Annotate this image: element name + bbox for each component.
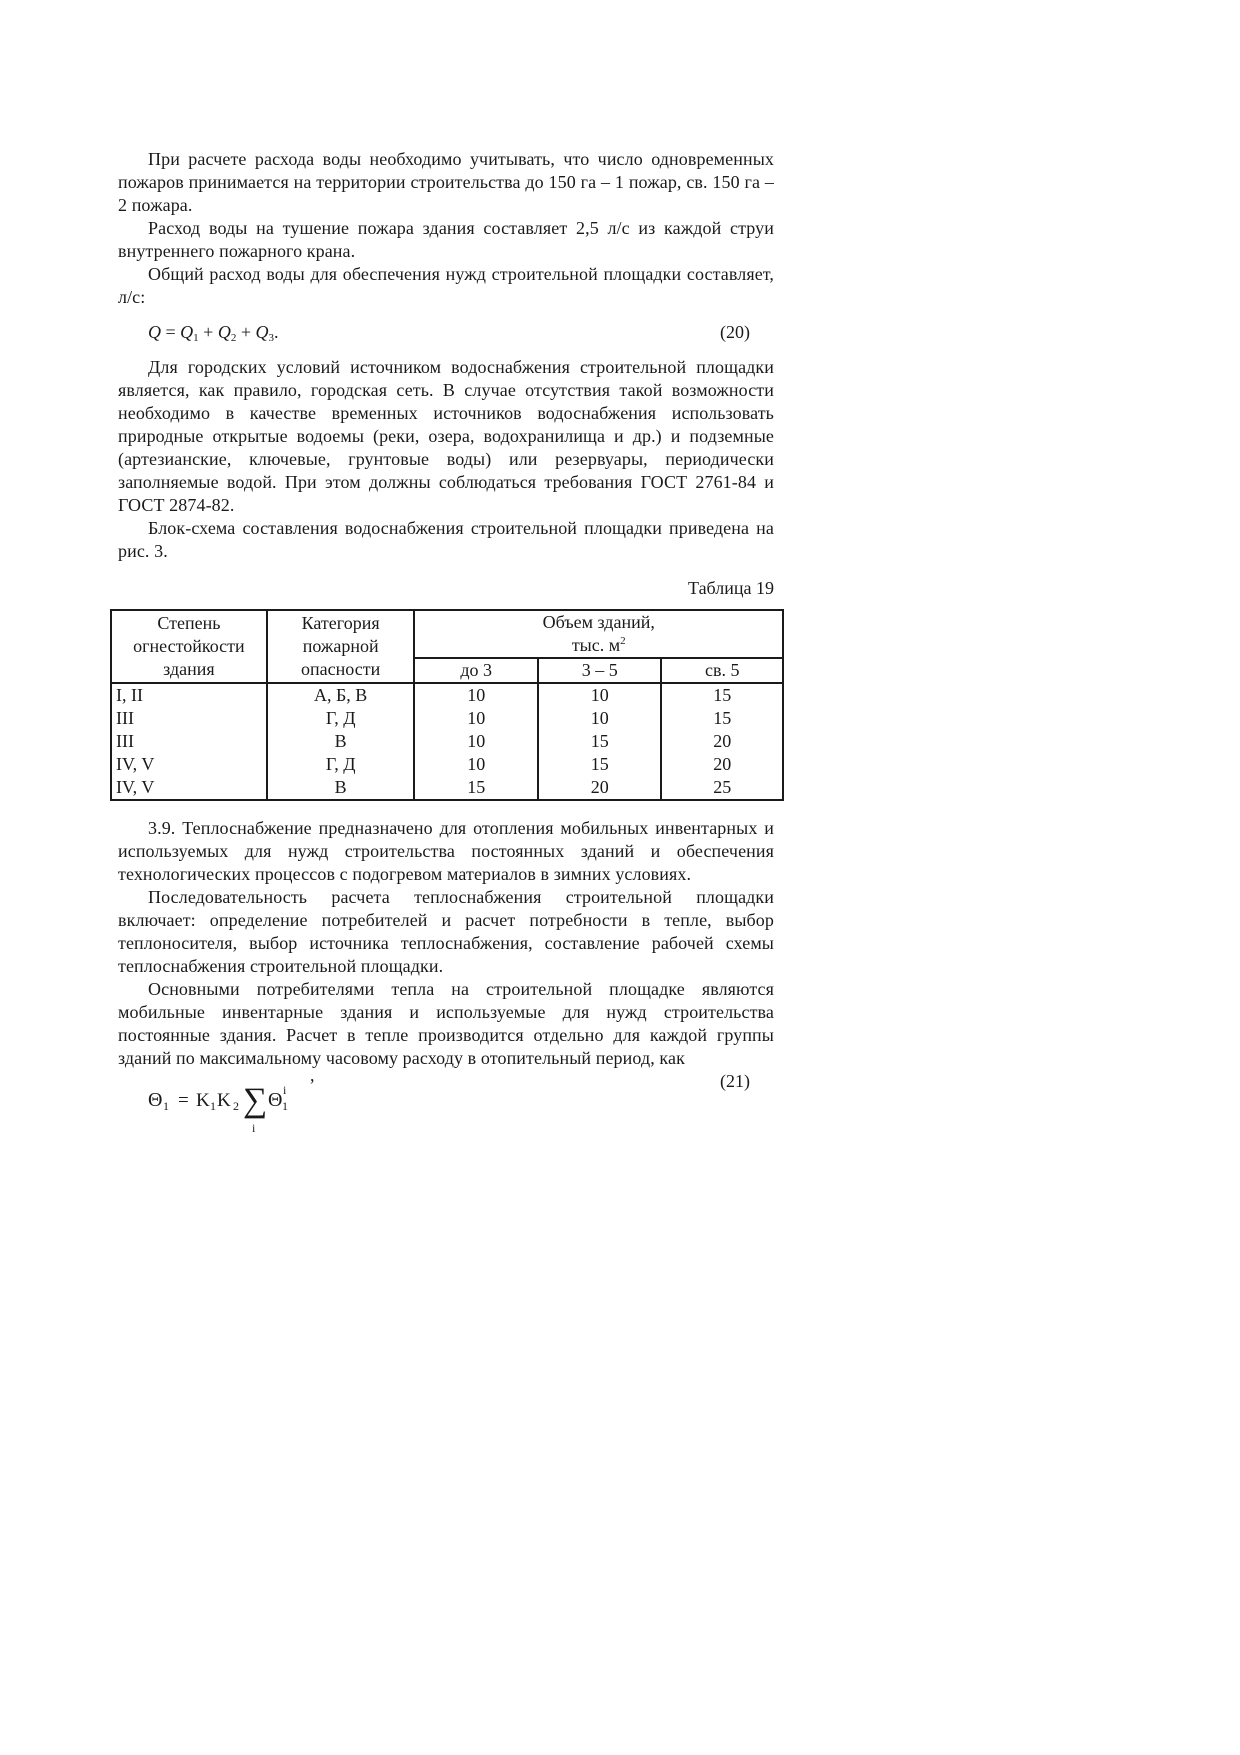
formula-21-number: (21) bbox=[720, 1071, 750, 1091]
k-symbol: K bbox=[217, 1090, 231, 1111]
formula-21 bbox=[118, 1065, 774, 1140]
header-volume-over-5: св. 5 bbox=[661, 658, 783, 683]
table-row: III В 10 15 20 bbox=[111, 730, 783, 753]
formula-21-comma: , bbox=[310, 1065, 315, 1085]
paragraph: Для городских условий источником водоснабжения строительной площадки является, как правило, городская сеть. В случае отсутствия такой возможности необходимо в качестве временных источников водоснабжения использовать природные открытые водоемы (реки, озера, водохранилища и др.) и подземные (артезианские, ключевые, грунтовые воды) или резервуары, периодически заполняемые водой. При этом должны соблюдаться требования ГОСТ 2761-84 и ГОСТ 2874-82. bbox=[118, 357, 774, 515]
header-building-volume: Объем зданий, тыс. $м^2$ bbox=[414, 610, 783, 658]
formula-20-expression: $Q = Q_1 + Q_2 + Q_3$. bbox=[148, 322, 279, 344]
section-3-9 bbox=[118, 817, 774, 1070]
paragraph: При расчете расхода воды необходимо учитывать, что число одновременных пожаров принимается на территории строительства до 150 га – 1 пожар, св. 150 га – 2 пожара. bbox=[118, 149, 774, 215]
header-volume-up-to-3: до 3 bbox=[414, 658, 537, 683]
paragraph: Последовательность расчета теплоснабжения строительной площадки включает: определение потребителей и расчет потребности в тепле, выбор теплоносителя, выбор источника теплоснабжения, составление рабочей схемы теплоснабжения строительной площадки. bbox=[118, 887, 774, 976]
k2-subscript: 2 bbox=[233, 1099, 239, 1113]
table-19 bbox=[110, 609, 784, 801]
formula-20 bbox=[118, 321, 774, 344]
paragraph: Блок-схема составления водоснабжения строительной площадки приведена на рис. 3. bbox=[118, 518, 774, 561]
equals-sign: = bbox=[178, 1090, 189, 1111]
header-fire-resistance: Степень огнестойкости здания bbox=[111, 610, 267, 683]
table-caption: Таблица 19 bbox=[688, 578, 774, 598]
theta-superscript: i bbox=[283, 1083, 287, 1097]
paragraph: Основными потребителями тепла на строительной площадке являются мобильные инвентарные здания и используемые для нужд строительства постоянные здания. Расчет в тепле производится отдельно для каждой группы зданий по максимальному часовому расходу в отопительный период, как bbox=[118, 979, 774, 1068]
theta-subscript: 1 bbox=[282, 1099, 288, 1113]
k1-subscript: 1 bbox=[210, 1099, 216, 1113]
table-row: III Г, Д 10 10 15 bbox=[111, 707, 783, 730]
header-fire-category: Категория пожарной опасности bbox=[267, 610, 415, 683]
paragraph: Общий расход воды для обеспечения нужд строительной площадки составляет, л/с: bbox=[118, 264, 774, 307]
table-row: I, II А, Б, В 10 10 15 bbox=[111, 683, 783, 707]
k-symbol: K bbox=[196, 1090, 210, 1111]
sum-index: i bbox=[252, 1121, 256, 1135]
theta-subscript: 1 bbox=[163, 1099, 169, 1113]
sigma-symbol: ∑ bbox=[243, 1082, 268, 1119]
table-row: IV, V Г, Д 10 15 20 bbox=[111, 753, 783, 776]
paragraph: 3.9. Теплоснабжение предназначено для отопления мобильных инвентарных и используемых для нужд строительства постоянных зданий и обеспечения технологических процессов с подогревом материалов в зимних условиях. bbox=[118, 818, 774, 884]
formula-20-number: (20) bbox=[720, 322, 750, 342]
page-body bbox=[118, 148, 774, 1140]
theta-symbol: Θ bbox=[148, 1089, 163, 1111]
formula-21-expression bbox=[148, 1076, 348, 1138]
header-volume-3-5: 3 – 5 bbox=[538, 658, 661, 683]
table-row: IV, V В 15 20 25 bbox=[111, 776, 783, 800]
paragraph: Расход воды на тушение пожара здания составляет 2,5 л/с из каждой струи внутреннего пожарного крана. bbox=[118, 218, 774, 261]
theta-symbol: Θ bbox=[268, 1089, 283, 1111]
